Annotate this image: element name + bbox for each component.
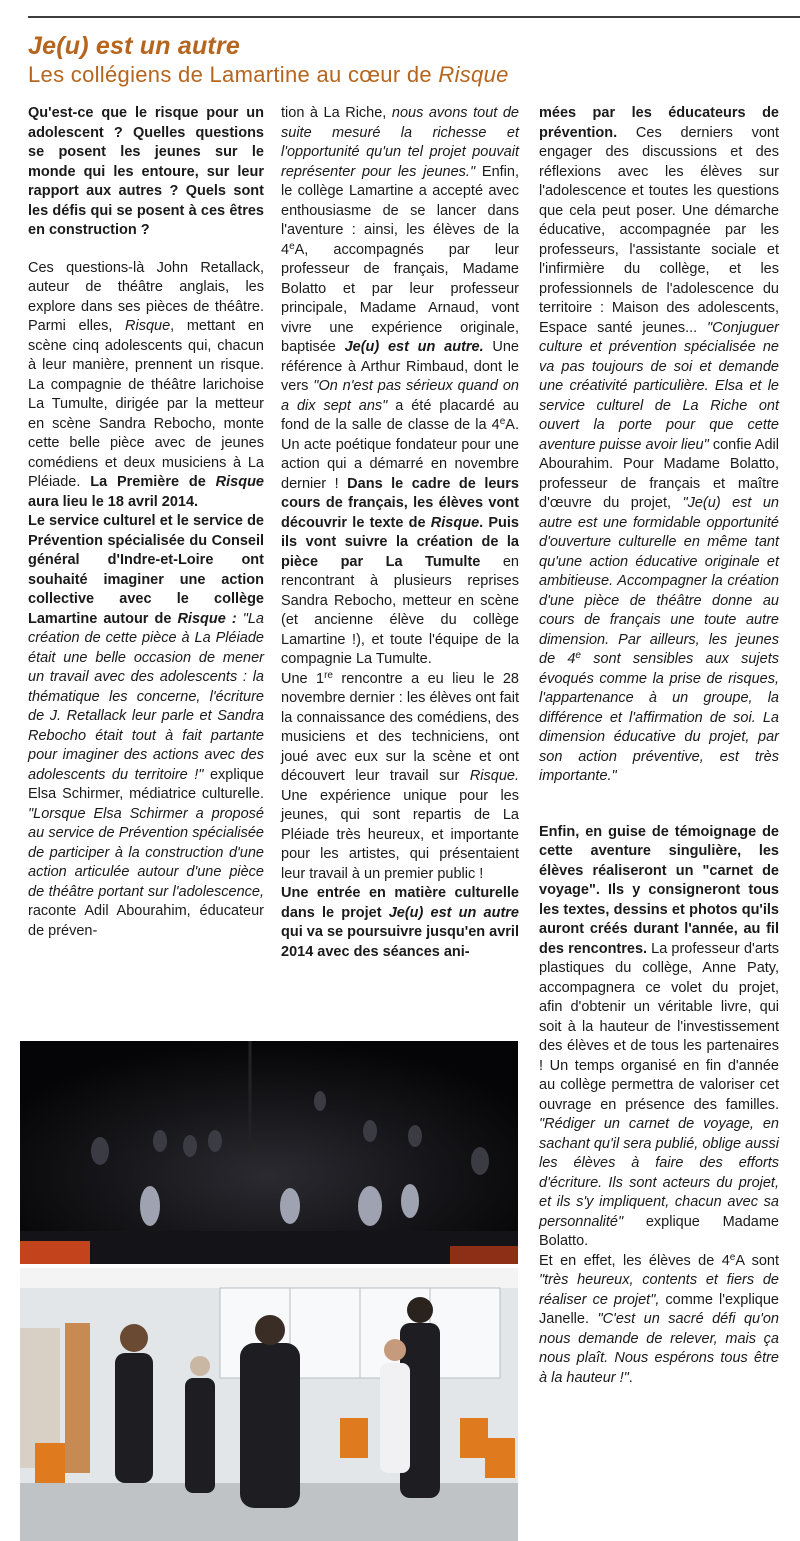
text: nous avons tout de suite mesuré la richesse et l'opportunité qu'un tel projet pouvait représenter pour les jeunes." [281, 105, 519, 180]
text: a été placardé au fond de la salle de classe de la 4 [281, 397, 519, 433]
classroom-scene-illustration [20, 1268, 518, 1541]
text: "C'est un sacré défi qu'on nous demande de relever, mais ça nous plaît. Nous espérons tous être à la hauteur !" [539, 1311, 779, 1386]
text: Une entrée en matière culturelle dans le projet [281, 885, 519, 921]
subtitle-italic: Risque [438, 62, 509, 87]
text: A sont [735, 1252, 779, 1269]
text: aura lieu le 18 avril 2014. [28, 493, 199, 510]
text: tion à La Riche, [281, 105, 392, 121]
text: Risque [430, 514, 480, 531]
text: . Puis ils vont suivre la création de la pièce par La Tumulte [281, 514, 520, 570]
text: Risque. [469, 768, 519, 784]
text: Je(u) est un autre [388, 904, 519, 921]
text: "Rédiger un carnet de voyage, en sachant qu'il sera publié, oblige aussi les élèves à faire des efforts d'écriture. Ils sont acteurs du projet, et ils s'y impliquent, chacun avec sa personnalité" [539, 1116, 779, 1230]
text: comme l'explique Janelle. [539, 1291, 779, 1327]
superscript: e [499, 416, 506, 427]
text: Ces questions-là John Retallack, auteur de théâtre anglais, les explore dans ses pièces de théâtre. Parmi elles, [28, 259, 264, 334]
paragraph [539, 823, 779, 1252]
superscript: re [324, 669, 333, 681]
text: Je(u) est un autre. [344, 339, 484, 355]
superscript: e [729, 1251, 736, 1263]
text: "On n'est pas sérieux quand on a dix sept ans" [281, 378, 519, 414]
superscript: e [575, 650, 581, 661]
text: explique Madame Bolatto. [539, 1213, 779, 1249]
text: Une référence à Arthur Rimbaud, dont le vers [281, 339, 519, 394]
paragraph [539, 104, 779, 787]
column-1 [28, 104, 264, 941]
text: Risque : [177, 610, 237, 627]
text: qui va se poursuivre jusqu'en avril 2014 avec des séances ani- [281, 924, 519, 960]
article-subtitle [28, 62, 509, 88]
text: Risque [215, 474, 264, 490]
paragraph [281, 884, 519, 962]
text: A, accompagnés par leur professeur de français, Madame Bolatto et par leur professeur principale, Madame Arnaud, vont vivre une expérience originale, baptisée [281, 241, 519, 355]
stage-scene-illustration [20, 1041, 518, 1264]
paragraph [281, 670, 519, 885]
classroom-photo [20, 1268, 518, 1541]
column-2 [281, 104, 519, 962]
superscript: e [289, 240, 295, 252]
text: Enfin, en guise de témoignage de cette aventure singulière, les élèves réaliseront un "carnet de voyage". Ils y consigneront tous les textes, dessins et photos qu'ils auront créés durant l'année, au fil des rencontres. [539, 823, 779, 957]
text: en rencontrant à plusieurs reprises Sandra Rebocho, metteur en scène (et ancienne élève du collège Lamartine !), et toute l'équipe de la compagnie La Tumulte. [281, 553, 519, 667]
text: Le service culturel et le service de Prévention spécialisée du Conseil général d'Indre-et-Loire ont souhaité imaginer une action collective avec le collège Lamartine autour de [28, 513, 264, 627]
text: sont sensibles aux sujets évoqués comme la prise de risques, l'appartenance à un groupe, la différence et l'affirmation de soi. La dimension éducative du projet, par son action préventive, est très importante." [539, 651, 779, 784]
text: "Lorsque Elsa Schirmer a proposé au service de Prévention spécialisée de participer à la construction d'une action articulée autour d'une pièce de théâtre portant sur l'adolescence, [28, 805, 264, 900]
text: Enfin, le collège Lamartine a accepté avec enthousiasme de se lancer dans l'aventure : ainsi, les élèves de la 4 [281, 163, 519, 258]
text: Risque [125, 318, 171, 334]
lead-text: Qu'est-ce que le risque pour un adolescent ? Quelles questions se posent les jeunes sur le monde qui les entoure, sur leur rapport aux autres ? Quels sont les défis qui se posent à ces êtres en construction ? [28, 105, 264, 238]
text: La professeur d'arts plastiques du collège, Anne Paty, accompagnera ce volet du projet, afin d'obtenir un véritable livre, qui soit à la hauteur de l'investissement des élèves et de tous les partenaires ! Un temps organisé en fin d'année au collège permettra de valoriser cet ouvrage en présence des familles. [539, 940, 779, 1113]
text: mées par les éducateurs de prévention. [539, 105, 779, 141]
text: Une expérience unique pour les jeunes, qui sont repartis de La Pléiade très heureux, et importante pour les artistes, qui présentaient leur travail à un premier public ! [281, 787, 519, 882]
text: rencontre a eu lieu le 28 novembre dernier : les élèves ont fait la connaissance des comédiens, des musiciens et des techniciens, ont joué avec eux sur la scène et ont découvert leur travail sur [281, 670, 519, 784]
text: "Conjuguer culture et prévention spécialisée ne va pas toujours de soi et demande une créativité particulière. Elsa et le service culturel de La Riche ont ouvert la porte pour que cette aventure puisse avoir lieu" [539, 319, 779, 453]
text: , mettant en scène cinq adolescents qui, chacun à leur manière, prennent un risque. La compagnie de théâtre larichoise La Tumulte, dirigée par la metteur en scène Sandra Rebocho, monte cette belle pièce avec de jeunes comédiens et deux musiciens à La Pléiade. [28, 318, 264, 490]
top-rule [28, 16, 800, 18]
text: "La création de cette pièce à La Pléiade était une belle occasion de mener un travail avec des adolescents : la thématique les concerne, l'écriture de J. Retallack leur parle et Sandra Rebocho était tout à fait partante pour imaginer des actions avec des adolescents du territoire !" [28, 610, 264, 783]
stage-photo [20, 1041, 518, 1264]
text: Et en effet, les élèves de 4 [539, 1252, 730, 1269]
text: "Je(u) est un autre est une formidable opportunité d'ouverture culturelle en même tant qu'une action éducative originale et ambitieuse. Accompagner la création d'une pièce de théâtre donne au cours de français une toute autre dimension. Par ailleurs, les jeunes de 4 [539, 495, 779, 667]
paragraph [539, 1252, 779, 1389]
text: La Première de [90, 474, 216, 490]
lead-paragraph [28, 104, 264, 241]
paragraph [281, 104, 519, 670]
text: Ces derniers vont engager des discussions et des réflexions avec les élèves sur l'adolescence et toutes les questions que cela peut poser. Une démarche éducative, accompagnée par les professeurs, l'assistante sociale et l'infirmière du collège, et les professionnels de l'adolescence du territoire : Maison des adolescents, Espace santé jeunes... [539, 124, 779, 336]
text: Dans le cadre de leurs cours de français, les élèves vont découvrir le texte de [281, 475, 519, 531]
text: Une 1 [281, 670, 325, 687]
paragraph [28, 259, 264, 513]
text: raconte Adil Abourahim, éducateur de préven- [28, 903, 264, 939]
article-title: Je(u) est un autre [28, 32, 240, 60]
column-3 [539, 104, 779, 1388]
text: "très heureux, contents et fiers de réaliser ce projet", [539, 1272, 779, 1308]
text: A. Un acte poétique fondateur pour une action qui a démarré en novembre dernier ! [281, 417, 519, 492]
text: . [628, 1369, 633, 1386]
text: confie Adil Abourahim. Pour Madame Bolatto, professeur de français et maître d'œuvre du projet, [539, 436, 779, 511]
text: explique Elsa Schirmer, médiatrice culturelle. [28, 766, 264, 802]
paragraph [28, 512, 264, 941]
subtitle-text: Les collégiens de Lamartine au cœur de [28, 62, 439, 87]
